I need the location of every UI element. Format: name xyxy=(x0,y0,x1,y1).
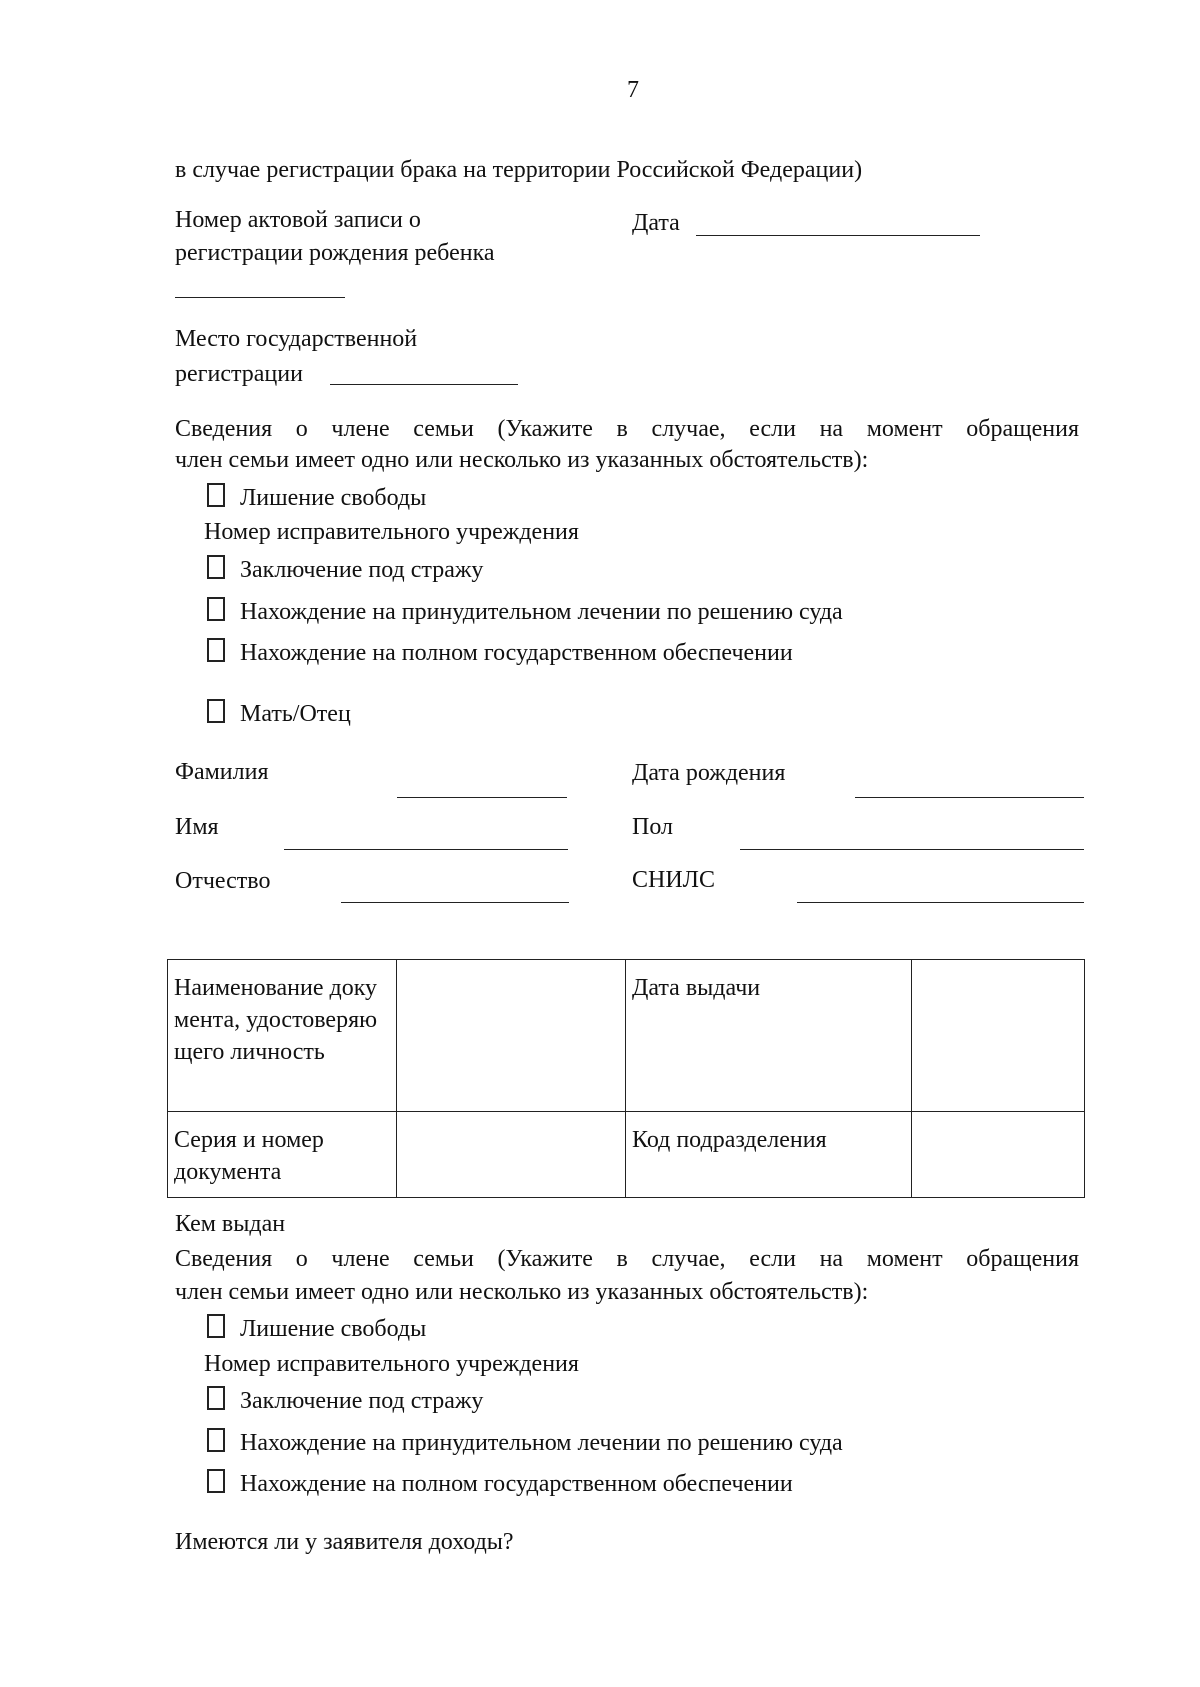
name-field[interactable] xyxy=(284,849,568,850)
table-row xyxy=(168,960,1085,1112)
sex-label: Пол xyxy=(632,814,673,840)
table-row xyxy=(168,1112,1085,1198)
date-label: Дата xyxy=(632,210,680,236)
issued-by-label: Кем выдан xyxy=(175,1211,286,1237)
patronymic-field[interactable] xyxy=(341,902,569,903)
date-field[interactable] xyxy=(696,235,980,236)
option-custody-1: Заключение под стражу xyxy=(240,557,484,583)
checkbox-state-support-2[interactable] xyxy=(207,1469,225,1493)
id-document-table xyxy=(167,959,1085,1198)
correctional-institution-label-1: Номер исправительного учреждения xyxy=(204,519,579,545)
family-info-text-2-cont: член семьи имеет одно или несколько из указанных обстоятельств): xyxy=(175,1279,869,1305)
record-number-field[interactable] xyxy=(175,297,345,298)
series-number-value-cell[interactable] xyxy=(397,1112,626,1198)
option-deprivation-1: Лишение свободы xyxy=(240,485,427,511)
division-code-value-cell[interactable] xyxy=(912,1112,1085,1198)
option-parent: Мать/Отец xyxy=(240,701,351,727)
division-code-label: Код подразделения xyxy=(626,1112,912,1198)
option-custody-2: Заключение под стражу xyxy=(240,1388,484,1414)
snils-label: СНИЛС xyxy=(632,867,715,893)
checkbox-custody-1[interactable] xyxy=(207,555,225,579)
page-number: 7 xyxy=(627,77,639,103)
intro-line: в случае регистрации брака на территории Российской Федерации) xyxy=(175,157,863,183)
place-label: Место государственной xyxy=(175,326,418,352)
checkbox-deprivation-1[interactable] xyxy=(207,483,225,507)
income-question: Имеются ли у заявителя доходы? xyxy=(175,1529,514,1555)
place-field[interactable] xyxy=(330,384,518,385)
checkbox-compulsory-treatment-2[interactable] xyxy=(207,1428,225,1452)
correctional-institution-label-2: Номер исправительного учреждения xyxy=(204,1351,579,1377)
birthdate-field[interactable] xyxy=(855,797,1084,798)
option-compulsory-treatment-1: Нахождение на принудительном лечении по решению суда xyxy=(240,599,843,625)
series-number-label: Серия и номер документа xyxy=(168,1112,397,1198)
family-info-text-2: Сведения о члене семьи (Укажите в случае, если на момент обращения xyxy=(175,1246,1079,1272)
checkbox-custody-2[interactable] xyxy=(207,1386,225,1410)
family-info-text-1-cont: член семьи имеет одно или несколько из указанных обстоятельств): xyxy=(175,447,869,473)
doc-name-label: Наименование документа, удостоверяющего личность xyxy=(168,960,397,1112)
record-number-label: Номер актовой записи о xyxy=(175,207,421,233)
checkbox-state-support-1[interactable] xyxy=(207,638,225,662)
snils-field[interactable] xyxy=(797,902,1084,903)
issue-date-label: Дата выдачи xyxy=(626,960,912,1112)
doc-name-value-cell[interactable] xyxy=(397,960,626,1112)
place-label-cont: регистрации xyxy=(175,361,303,387)
surname-field[interactable] xyxy=(397,797,567,798)
record-number-label-cont: регистрации рождения ребенка xyxy=(175,240,495,266)
checkbox-deprivation-2[interactable] xyxy=(207,1314,225,1338)
family-info-text-1: Сведения о члене семьи (Укажите в случае, если на момент обращения xyxy=(175,416,1079,442)
checkbox-parent[interactable] xyxy=(207,699,225,723)
issue-date-value-cell[interactable] xyxy=(912,960,1085,1112)
checkbox-compulsory-treatment-1[interactable] xyxy=(207,597,225,621)
option-state-support-2: Нахождение на полном государственном обеспечении xyxy=(240,1471,793,1497)
option-state-support-1: Нахождение на полном государственном обеспечении xyxy=(240,640,793,666)
name-label: Имя xyxy=(175,814,219,840)
sex-field[interactable] xyxy=(740,849,1084,850)
birthdate-label: Дата рождения xyxy=(632,760,786,786)
option-deprivation-2: Лишение свободы xyxy=(240,1316,427,1342)
patronymic-label: Отчество xyxy=(175,868,271,894)
surname-label: Фамилия xyxy=(175,759,269,785)
option-compulsory-treatment-2: Нахождение на принудительном лечении по решению суда xyxy=(240,1430,843,1456)
